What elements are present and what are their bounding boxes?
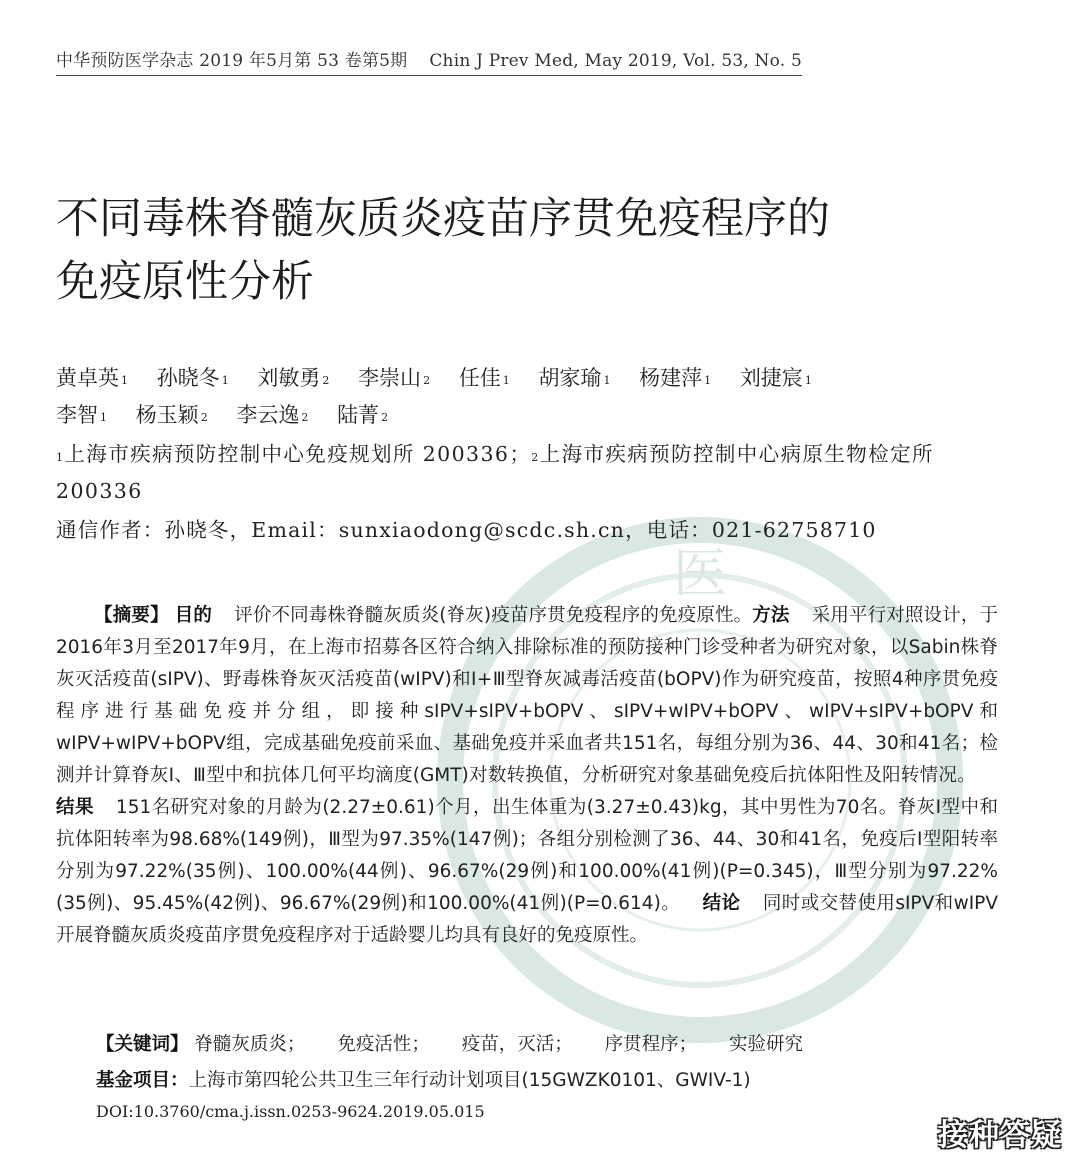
- corresponding-author: 通信作者：孙晓冬，Email：sunxiaodong@scdc.sh.cn，电话：021-62758710: [56, 518, 877, 542]
- journal-header-en: Chin J Prev Med, May 2019, Vol. 53, No. 5: [429, 51, 802, 71]
- author: 黄卓英 $^1$: [56, 366, 128, 390]
- conclusion-text: 同时或交替使用sIPV和wIPV开展脊髓灰质炎疫苗序贯免疫程序对于适龄婴儿均具有良好的免疫原性。: [56, 893, 998, 946]
- abstract: [56, 600, 998, 952]
- article-title: [56, 188, 1036, 314]
- seal-character: 医: [673, 542, 727, 605]
- author: 刘敏勇 $^2$: [257, 366, 330, 390]
- affiliations: [56, 436, 1016, 510]
- fund: [96, 1066, 751, 1092]
- author: 孙晓冬 $^1$: [156, 366, 229, 390]
- affiliation-marker-1: 1: [56, 451, 65, 464]
- author: 李智 $^1$: [56, 403, 107, 427]
- objective-label: 目的: [174, 605, 213, 626]
- keyword-item: 实验研究: [729, 1034, 804, 1055]
- affiliation-1: 上海市疾病预防控制中心免疫规划所 200336；: [64, 442, 532, 466]
- methods-label: 方法: [752, 605, 790, 626]
- affiliation-marker-2: 2: [531, 451, 540, 464]
- author: 陆菁 $^2$: [337, 403, 389, 427]
- keyword-item: 疫苗，灭活；: [461, 1034, 573, 1055]
- results-text: 151名研究对象的月龄为(2.27±0.61)个月，出生体重为(3.27±0.43)kg，其中男性为70名。脊灰Ⅰ型中和抗体阳转率为98.68%(149例)，Ⅲ型为97.35%(147例)；各组分别检测了36、44、30和41名，免疫后Ⅰ型阳转率分别为97.22%(35例)、100.00%(44例)、96.67%(29例)和100.00%(41例)(P=0.345)，Ⅲ型分别为97.22%(35例)、95.45%(42例)、96.67%(29例)和100.00%(41例)(P=0.614)。: [56, 797, 998, 914]
- objective-text: 评价不同毒株脊髓灰质炎(脊灰)疫苗序贯免疫程序的免疫原性。: [234, 605, 753, 626]
- corner-watermark: 接种答疑: [938, 1118, 1062, 1153]
- results-label: 结果: [56, 797, 94, 818]
- author: 刘捷宸 $^1$: [739, 366, 812, 390]
- author: 李崇山 $^2$: [358, 366, 431, 390]
- author: 杨建萍 $^1$: [639, 366, 712, 390]
- abstract-label: 【摘要】: [94, 605, 169, 626]
- affiliation-2: 上海市疾病预防控制中心病原生物检定所 200336: [56, 442, 934, 503]
- author-list: [56, 360, 1036, 434]
- journal-header-cn: 中华预防医学杂志 2019 年5月第 53 卷第5期: [56, 51, 408, 71]
- methods-text: 采用平行对照设计，于2016年3月至2017年9月，在上海市招募各区符合纳入排除标准的预防接种门诊受种者为研究对象，以Sabin株脊灰灭活疫苗(sIPV)、野毒株脊灰灭活疫苗(wIPV)和Ⅰ+Ⅲ型脊灰减毒活疫苗(bOPV)作为研究疫苗，按照4种序贯免疫程序进行基础免疫并分组，即接种sIPV+sIPV+bOPV、sIPV+wIPV+bOPV、wIPV+sIPV+bOPV和wIPV+wIPV+bOPV组，完成基础免疫前采血、基础免疫并采血者共151名，每组分别为36、44、30和41名；检测并计算脊灰Ⅰ、Ⅲ型中和抗体几何平均滴度(GMT)对数转换值，分析研究对象基础免疫后抗体阳性及阳转情况。: [56, 605, 998, 786]
- keywords-label: 【关键词】: [96, 1034, 189, 1055]
- title-line-1: 不同毒株脊髓灰质炎疫苗序贯免疫程序的: [56, 194, 830, 244]
- keyword-item: 序贯程序；: [604, 1034, 698, 1055]
- author: 任佳 $^1$: [458, 366, 510, 390]
- author: 胡家瑜 $^1$: [538, 366, 611, 390]
- fund-label: 基金项目：: [96, 1070, 189, 1091]
- author: 李云逸 $^2$: [236, 403, 309, 427]
- doi: DOI:10.3760/cma.j.issn.0253-9624.2019.05.015: [96, 1102, 485, 1121]
- author: 杨玉颖 $^2$: [135, 403, 208, 427]
- journal-header: [56, 46, 802, 76]
- keywords: [96, 1030, 829, 1056]
- title-line-2: 免疫原性分析: [56, 257, 314, 307]
- keyword-item: 免疫活性；: [337, 1034, 430, 1055]
- keyword-item: 脊髓灰质炎；: [194, 1034, 306, 1055]
- fund-text: 上海市第四轮公共卫生三年行动计划项目(15GWZK0101、GWIV-1): [188, 1070, 751, 1091]
- conclusion-label: 结论: [702, 893, 741, 914]
